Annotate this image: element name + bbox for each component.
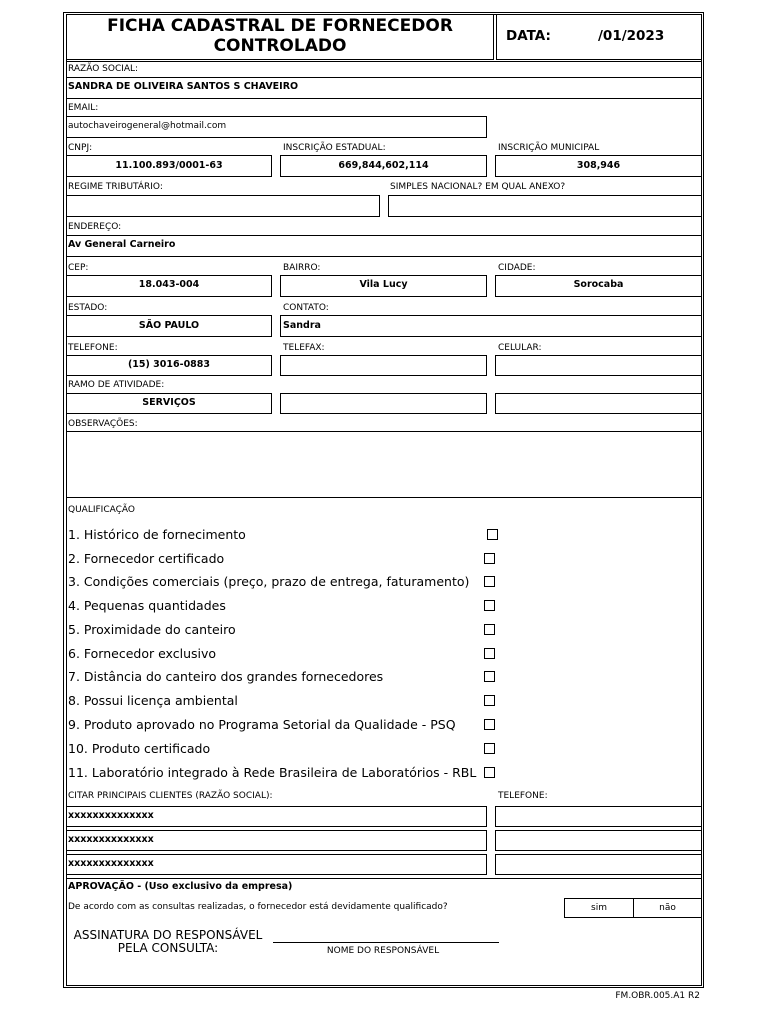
ramo-atividade-field-3[interactable] — [495, 393, 702, 414]
ramo-atividade-value: SERVIÇOS — [142, 397, 196, 408]
page-title — [66, 16, 494, 56]
celular-field[interactable] — [495, 355, 702, 376]
qualificacao-item: 9. Produto aprovado no Programa Setorial da Qualidade - PSQ — [68, 717, 456, 732]
estado-value: SÃO PAULO — [138, 320, 200, 331]
clientes-label: CITAR PRINCIPAIS CLIENTES (RAZÃO SOCIAL): — [68, 791, 273, 801]
telefone-label: TELEFONE: — [68, 343, 118, 353]
checkbox-8[interactable] — [484, 695, 495, 706]
observacoes-label: OBSERVAÇÕES: — [68, 419, 138, 429]
cliente-value: xxxxxxxxxxxxxx — [68, 858, 154, 869]
nao-label: não — [659, 903, 676, 913]
estado-label: ESTADO: — [68, 303, 108, 313]
email-label: EMAIL: — [68, 103, 99, 113]
page-title-line1: FICHA CADASTRAL DE FORNECEDOR — [107, 16, 453, 36]
divider — [66, 878, 702, 879]
qualificacao-item: 10. Produto certificado — [68, 741, 211, 756]
qualificacao-item: 2. Fornecedor certificado — [68, 551, 225, 566]
date-label: DATA: — [506, 28, 551, 44]
qualificacao-item: 5. Proximidade do canteiro — [68, 622, 236, 637]
contato-value: Sandra — [283, 320, 321, 331]
cliente-telefone-field[interactable] — [495, 830, 702, 851]
cliente-value: xxxxxxxxxxxxxx — [68, 834, 154, 845]
qualificacao-item: 8. Possui licença ambiental — [68, 693, 238, 708]
form-code: FM.OBR.005.A1 R2 — [615, 991, 700, 1001]
qualificacao-item: 4. Pequenas quantidades — [68, 598, 226, 613]
checkbox-10[interactable] — [484, 743, 495, 754]
simples-nacional-field[interactable] — [388, 195, 702, 217]
email-value: autochaveirogeneral@hotmail.com — [68, 121, 227, 131]
inscricao-municipal-value: 308,946 — [576, 160, 621, 171]
assinatura-label — [68, 929, 268, 955]
simples-nacional-label: SIMPLES NACIONAL? EM QUAL ANEXO? — [390, 182, 566, 192]
checkbox-2[interactable] — [484, 553, 495, 564]
checkbox-11[interactable] — [484, 767, 495, 778]
cliente-value: xxxxxxxxxxxxxx — [68, 810, 154, 821]
page-title-line2: CONTROLADO — [213, 36, 347, 56]
qualificacao-item: 7. Distância do canteiro dos grandes fornecedores — [68, 669, 384, 684]
ramo-atividade-label: RAMO DE ATIVIDADE: — [68, 380, 165, 390]
cnpj-label: CNPJ: — [68, 143, 93, 153]
regime-tributario-label: REGIME TRIBUTÁRIO: — [68, 182, 163, 192]
contato-field[interactable] — [280, 315, 702, 337]
clientes-telefone-label: TELEFONE: — [498, 791, 548, 801]
assinatura-line1: ASSINATURA DO RESPONSÁVEL — [73, 928, 263, 942]
checkbox-3[interactable] — [484, 576, 495, 587]
inscricao-estadual-label: INSCRIÇÃO ESTADUAL: — [283, 143, 386, 153]
telefone-value: (15) 3016-0883 — [127, 359, 211, 370]
checkbox-9[interactable] — [484, 719, 495, 730]
cliente-telefone-field[interactable] — [495, 806, 702, 827]
regime-tributario-field[interactable] — [66, 195, 380, 217]
nome-responsavel-label: NOME DO RESPONSÁVEL — [326, 946, 440, 956]
observacoes-field[interactable] — [66, 431, 702, 498]
date-value[interactable]: /01/2023 — [598, 28, 665, 44]
endereco-value: Av General Carneiro — [68, 239, 176, 250]
checkbox-5[interactable] — [484, 624, 495, 635]
telefax-label: TELEFAX: — [283, 343, 325, 353]
cidade-value: Sorocaba — [573, 279, 624, 290]
cep-label: CEP: — [68, 263, 89, 273]
inscricao-estadual-value: 669,844,602,114 — [338, 160, 429, 171]
cliente-telefone-field[interactable] — [495, 854, 702, 875]
checkbox-4[interactable] — [484, 600, 495, 611]
aprovacao-title: APROVAÇÃO - (Uso exclusivo da empresa) — [68, 881, 293, 892]
cidade-label: CIDADE: — [498, 263, 536, 273]
razao-social-value: SANDRA DE OLIVEIRA SANTOS S CHAVEIRO — [68, 81, 299, 92]
checkbox-6[interactable] — [484, 648, 495, 659]
aprovacao-question: De acordo com as consultas realizadas, o fornecedor está devidamente qualificado? — [68, 902, 448, 912]
nao-button[interactable] — [633, 898, 702, 918]
endereco-label: ENDEREÇO: — [68, 222, 122, 232]
sim-label: sim — [591, 903, 607, 913]
bairro-label: BAIRRO: — [283, 263, 321, 273]
checkbox-7[interactable] — [484, 671, 495, 682]
qualificacao-item: 11. Laboratório integrado à Rede Brasileira de Laboratórios - RBL — [68, 765, 477, 780]
divider — [66, 61, 702, 62]
assinatura-line2: PELA CONSULTA: — [117, 941, 219, 955]
telefax-field[interactable] — [280, 355, 487, 376]
cnpj-value: 11.100.893/0001-63 — [115, 160, 223, 171]
sim-button[interactable] — [564, 898, 634, 918]
bairro-value: Vila Lucy — [359, 279, 408, 290]
signature-line[interactable] — [273, 942, 499, 943]
ramo-atividade-field-2[interactable] — [280, 393, 487, 414]
celular-label: CELULAR: — [498, 343, 542, 353]
qualificacao-item: 6. Fornecedor exclusivo — [68, 646, 217, 661]
inscricao-municipal-label: INSCRIÇÃO MUNICIPAL — [498, 143, 600, 153]
contato-label: CONTATO: — [283, 303, 329, 313]
cep-value: 18.043-004 — [138, 279, 200, 290]
checkbox-1[interactable] — [487, 529, 498, 540]
qualificacao-item: 3. Condições comerciais (preço, prazo de entrega, faturamento) — [68, 574, 470, 589]
razao-social-label: RAZÃO SOCIAL: — [68, 64, 139, 74]
qualificacao-label: QUALIFICAÇÃO — [68, 505, 135, 515]
qualificacao-item: 1. Histórico de fornecimento — [68, 527, 246, 542]
